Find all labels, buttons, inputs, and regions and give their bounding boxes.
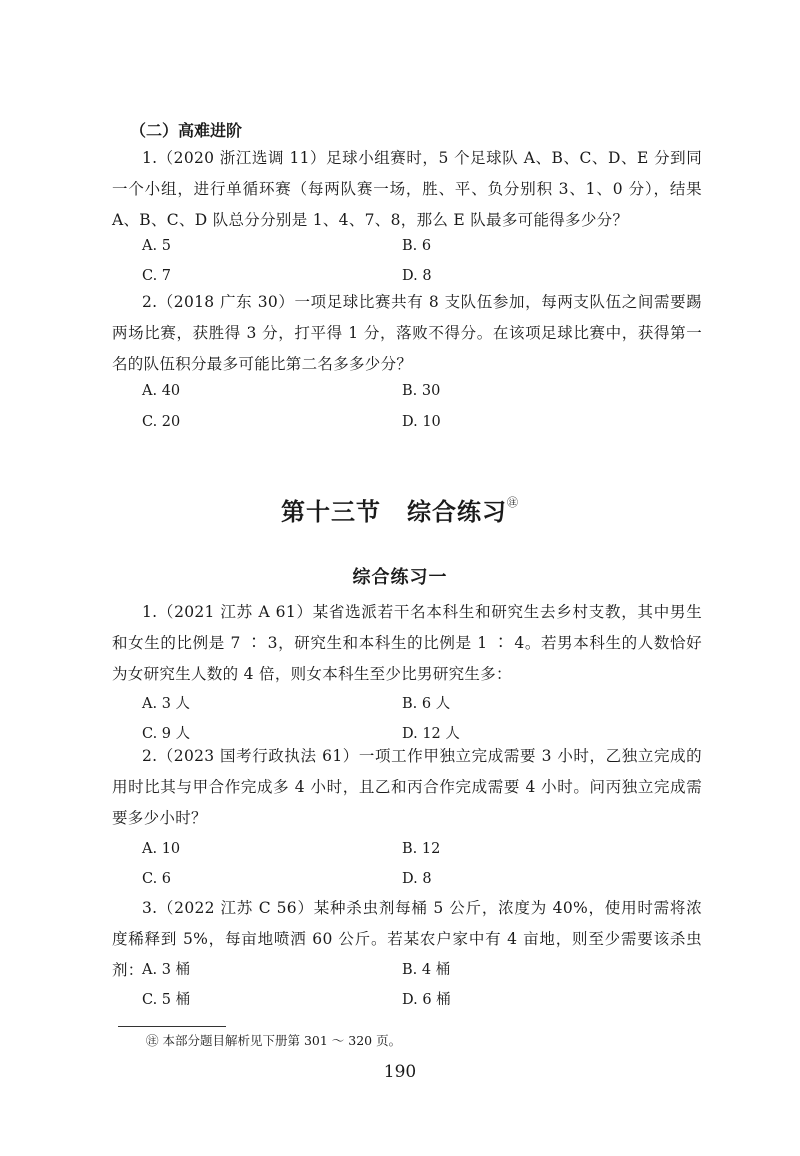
subsection-heading: （二）高难进阶	[130, 121, 243, 140]
question-text: 1.（2021 江苏 A 61）某省选派若干名本科生和研究生去乡村支教，其中男生和女生的比例是 7 ∶ 3，研究生和本科生的比例是 1 ∶ 4。若男本科生的人数恰好为女研究生人数的 4 倍，则女本科生至少比男研究生多：	[112, 603, 702, 683]
footnote: ㊟ 本部分题目解析见下册第 301 ～ 320 页。	[146, 1033, 402, 1048]
option-d: D. 12 人	[402, 726, 460, 742]
option-b: B. 30	[402, 383, 441, 399]
section-name: 综合练习	[407, 498, 507, 526]
question-text: 2.（2018 广东 30）一项足球比赛共有 8 支队伍参加，每两支队伍之间需要踢两场比赛，获胜得 3 分，打平得 1 分，落败不得分。在该项足球比赛中，获得第一名的队伍积分最多可能比第二名多多少分？	[112, 293, 702, 373]
option-d: D. 8	[402, 268, 432, 284]
exercise-title: 综合练习一	[352, 567, 448, 588]
section-number: 第十三节	[281, 498, 381, 526]
question-text: 1.（2020 浙江选调 11）足球小组赛时，5 个足球队 A、B、C、D、E 分到同一个小组，进行单循环赛（每两队赛一场，胜、平、负分别积 3、1、0 分），结果 A、B、C、D 队总分分别是 1、4、7、8，那么 E 队最多可能得多少分？	[112, 149, 702, 229]
option-a: A. 5	[142, 238, 171, 254]
question-text: 3.（2022 江苏 C 56）某种杀虫剂每桶 5 公斤，浓度为 40%，使用时需将浓度稀释到 5%，每亩地喷洒 60 公斤。若某农户家中有 4 亩地，则至少需要该杀虫剂：	[112, 899, 702, 979]
option-d: D. 8	[402, 871, 432, 887]
option-d: D. 10	[402, 414, 441, 430]
option-b: B. 4 桶	[402, 962, 451, 978]
option-a: A. 10	[142, 841, 181, 857]
option-b: B. 6	[402, 238, 432, 254]
option-a: A. 3 桶	[142, 962, 191, 978]
section-title	[0, 492, 800, 527]
option-c: C. 9 人	[142, 726, 191, 742]
option-d: D. 6 桶	[402, 992, 451, 1008]
option-c: C. 6	[142, 871, 172, 887]
option-c: C. 5 桶	[142, 992, 191, 1008]
question-text: 2.（2023 国考行政执法 61）一项工作甲独立完成需要 3 小时，乙独立完成的用时比其与甲合作完成多 4 小时，且乙和丙合作完成需要 4 小时。问丙独立完成需要多少小时？	[112, 747, 702, 827]
option-b: B. 12	[402, 841, 441, 857]
footnote-divider	[118, 1026, 226, 1027]
note-mark-icon: ㊟	[507, 496, 519, 509]
option-c: C. 20	[142, 414, 181, 430]
option-b: B. 6 人	[402, 696, 451, 712]
option-a: A. 40	[142, 383, 181, 399]
option-c: C. 7	[142, 268, 172, 284]
option-a: A. 3 人	[142, 696, 191, 712]
page-number: 190	[383, 1062, 417, 1082]
